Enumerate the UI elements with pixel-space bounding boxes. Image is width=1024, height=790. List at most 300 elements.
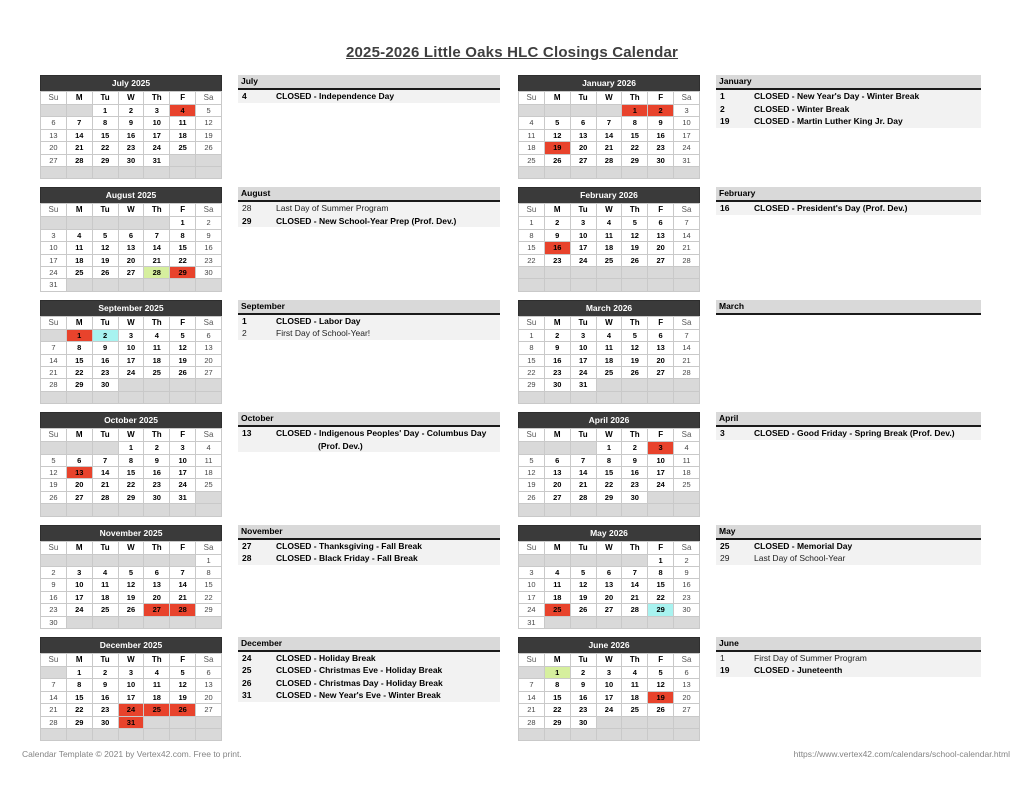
day-cell: 23	[118, 142, 144, 154]
empty-cell	[648, 616, 674, 628]
calendar-week-row	[41, 666, 222, 678]
day-cell: 22	[519, 367, 545, 379]
month-calendar	[40, 525, 222, 629]
day-cell: 1	[519, 329, 545, 341]
empty-cell	[570, 279, 596, 291]
day-cell: 17	[118, 354, 144, 366]
day-cell: 26	[92, 267, 118, 279]
day-cell: 16	[41, 591, 67, 603]
event-day: 24	[242, 652, 252, 663]
day-cell: 23	[544, 254, 570, 266]
empty-cell	[170, 167, 196, 179]
day-cell: 17	[596, 691, 622, 703]
weekday-label: F	[170, 653, 196, 666]
day-cell: 30	[648, 154, 674, 166]
day-cell: 14	[41, 691, 67, 703]
weekday-label: Th	[144, 316, 170, 329]
day-cell: 17	[118, 691, 144, 703]
event-text: CLOSED - Good Friday - Spring Break (Prof. Dev.)	[754, 428, 955, 439]
empty-cell	[648, 267, 674, 279]
day-cell: 3	[118, 666, 144, 678]
day-cell: 30	[92, 379, 118, 391]
empty-cell	[648, 379, 674, 391]
month-grid	[518, 428, 700, 516]
event-day: 1	[720, 91, 725, 101]
weekday-label: Tu	[92, 204, 118, 217]
weekday-label: Tu	[92, 316, 118, 329]
day-cell: 5	[118, 566, 144, 578]
day-cell: 27	[596, 604, 622, 616]
day-cell: 19	[92, 254, 118, 266]
weekday-label: W	[596, 653, 622, 666]
day-cell: 14	[144, 242, 170, 254]
day-cell: 25	[674, 479, 700, 491]
weekday-label: Th	[622, 204, 648, 217]
calendar-week-row	[41, 554, 222, 566]
empty-cell	[196, 154, 222, 166]
empty-cell	[66, 167, 92, 179]
empty-cell	[196, 728, 222, 740]
empty-cell	[596, 279, 622, 291]
weekday-label: W	[118, 541, 144, 554]
day-cell: 10	[648, 454, 674, 466]
empty-cell	[144, 167, 170, 179]
day-cell: 25	[596, 254, 622, 266]
calendar-week-row	[519, 217, 700, 229]
empty-cell	[41, 554, 67, 566]
calendar-week-row	[41, 354, 222, 366]
month-events	[716, 75, 981, 179]
day-cell: 18	[92, 591, 118, 603]
day-cell: 26	[622, 367, 648, 379]
empty-cell	[170, 379, 196, 391]
calendar-column-2025	[40, 75, 222, 749]
calendar-week-row	[41, 391, 222, 403]
empty-cell	[596, 716, 622, 728]
day-cell: 12	[570, 579, 596, 591]
month-title: September 2025	[40, 300, 222, 316]
day-cell: 7	[66, 117, 92, 129]
day-cell: 20	[648, 242, 674, 254]
day-cell: 22	[622, 142, 648, 154]
day-cell: 21	[674, 354, 700, 366]
day-cell: 18	[196, 466, 222, 478]
day-cell: 5	[544, 117, 570, 129]
day-cell: 17	[144, 129, 170, 141]
day-cell: 11	[674, 454, 700, 466]
empty-cell	[570, 267, 596, 279]
weekday-header-row	[41, 92, 222, 105]
day-cell: 9	[570, 679, 596, 691]
day-cell: 18	[519, 142, 545, 154]
day-cell: 4	[596, 217, 622, 229]
footer-url-link[interactable]: https://www.vertex42.com/calendars/school-calendar.html	[793, 749, 1010, 759]
calendar-week-row	[41, 117, 222, 129]
day-cell: 27	[66, 491, 92, 503]
day-cell: 4	[596, 329, 622, 341]
day-cell: 12	[622, 229, 648, 241]
event-day: 27	[242, 540, 252, 551]
day-cell: 29	[622, 154, 648, 166]
month-title: August 2025	[40, 187, 222, 203]
month-events	[238, 300, 500, 404]
day-cell: 18	[596, 242, 622, 254]
month-grid	[518, 541, 700, 629]
day-cell: 6	[544, 454, 570, 466]
event-text: CLOSED - Indigenous Peoples' Day - Columbus Day (Prof. Dev.)	[276, 427, 500, 452]
day-cell: 23	[622, 479, 648, 491]
empty-cell	[674, 504, 700, 516]
day-cell: 12	[92, 242, 118, 254]
weekday-label: Su	[41, 92, 67, 105]
month-title: December 2025	[40, 637, 222, 653]
day-cell: 30	[570, 716, 596, 728]
empty-cell	[66, 442, 92, 454]
day-cell: 18	[144, 691, 170, 703]
event-row	[716, 90, 981, 103]
day-cell: 8	[118, 454, 144, 466]
calendar-week-row	[519, 254, 700, 266]
empty-cell	[92, 728, 118, 740]
month-title: June 2026	[518, 637, 700, 653]
empty-cell	[66, 217, 92, 229]
day-cell: 18	[674, 466, 700, 478]
day-cell: 13	[544, 466, 570, 478]
calendar-week-row	[41, 367, 222, 379]
day-cell: 3	[170, 442, 196, 454]
day-cell: 19	[519, 479, 545, 491]
day-cell: 3	[41, 229, 67, 241]
empty-cell	[674, 728, 700, 740]
events-month-label: April	[716, 412, 981, 427]
calendar-week-row	[41, 679, 222, 691]
day-cell: 4	[170, 105, 196, 117]
empty-cell	[570, 616, 596, 628]
day-cell: 31	[118, 716, 144, 728]
day-cell: 5	[648, 666, 674, 678]
empty-cell	[570, 391, 596, 403]
empty-cell	[648, 391, 674, 403]
empty-cell	[648, 279, 674, 291]
calendar-week-row	[519, 367, 700, 379]
weekday-label: Th	[622, 316, 648, 329]
empty-cell	[118, 616, 144, 628]
day-cell: 14	[674, 229, 700, 241]
event-text: CLOSED - Black Friday - Fall Break	[276, 553, 418, 564]
event-day: 19	[720, 665, 730, 676]
empty-cell	[648, 491, 674, 503]
weekday-label: F	[648, 653, 674, 666]
event-day: 26	[242, 677, 252, 688]
day-cell: 29	[118, 491, 144, 503]
empty-cell	[144, 716, 170, 728]
event-day: 1	[720, 652, 725, 663]
month-grid	[40, 203, 222, 291]
day-cell: 13	[196, 342, 222, 354]
calendar-week-row	[519, 354, 700, 366]
empty-cell	[596, 267, 622, 279]
day-cell: 2	[570, 666, 596, 678]
day-cell: 8	[648, 566, 674, 578]
day-cell: 28	[170, 604, 196, 616]
event-text: CLOSED - New School-Year Prep (Prof. Dev.)	[276, 215, 457, 226]
day-cell: 5	[519, 454, 545, 466]
day-cell: 2	[118, 105, 144, 117]
calendar-week-row	[41, 604, 222, 616]
events-column-2025	[238, 75, 500, 749]
weekday-label: Tu	[92, 541, 118, 554]
weekday-header-row	[519, 653, 700, 666]
day-cell: 8	[92, 117, 118, 129]
day-cell: 15	[519, 242, 545, 254]
day-cell: 8	[66, 342, 92, 354]
day-cell: 9	[144, 454, 170, 466]
calendar-week-row	[41, 442, 222, 454]
day-cell: 26	[570, 604, 596, 616]
empty-cell	[519, 442, 545, 454]
empty-cell	[144, 217, 170, 229]
day-cell: 14	[622, 579, 648, 591]
calendar-week-row	[41, 279, 222, 291]
day-cell: 15	[118, 466, 144, 478]
day-cell: 25	[596, 367, 622, 379]
calendar-week-row	[41, 254, 222, 266]
day-cell: 1	[622, 105, 648, 117]
day-cell: 26	[170, 704, 196, 716]
month-title: February 2026	[518, 187, 700, 203]
calendar-week-row	[519, 442, 700, 454]
day-cell: 6	[118, 229, 144, 241]
day-cell: 15	[544, 691, 570, 703]
day-cell: 16	[92, 691, 118, 703]
event-text: CLOSED - New Year's Eve - Winter Break	[276, 690, 441, 701]
weekday-label: Su	[41, 541, 67, 554]
day-cell: 19	[170, 354, 196, 366]
calendar-week-row	[519, 491, 700, 503]
weekday-label: Tu	[570, 92, 596, 105]
empty-cell	[622, 279, 648, 291]
empty-cell	[92, 217, 118, 229]
event-row	[238, 540, 500, 553]
day-cell: 4	[92, 566, 118, 578]
day-cell: 3	[596, 666, 622, 678]
empty-cell	[144, 279, 170, 291]
weekday-label: Su	[519, 541, 545, 554]
day-cell: 30	[118, 154, 144, 166]
day-cell: 16	[544, 354, 570, 366]
empty-cell	[544, 279, 570, 291]
month-events	[716, 637, 981, 741]
day-cell: 27	[648, 254, 674, 266]
calendar-week-row	[41, 167, 222, 179]
day-cell: 23	[41, 604, 67, 616]
weekday-label: Su	[519, 316, 545, 329]
empty-cell	[196, 167, 222, 179]
day-cell: 9	[92, 679, 118, 691]
day-cell: 18	[622, 691, 648, 703]
empty-cell	[648, 167, 674, 179]
weekday-label: M	[544, 653, 570, 666]
empty-cell	[596, 504, 622, 516]
day-cell: 2	[41, 566, 67, 578]
day-cell: 16	[648, 129, 674, 141]
day-cell: 26	[196, 142, 222, 154]
empty-cell	[144, 554, 170, 566]
day-cell: 21	[622, 591, 648, 603]
day-cell: 28	[622, 604, 648, 616]
day-cell: 10	[674, 117, 700, 129]
empty-cell	[41, 391, 67, 403]
empty-cell	[622, 379, 648, 391]
day-cell: 6	[570, 117, 596, 129]
month-events	[716, 187, 981, 291]
day-cell: 28	[519, 716, 545, 728]
day-cell: 3	[648, 442, 674, 454]
weekday-label: Th	[144, 204, 170, 217]
month-events	[238, 412, 500, 516]
event-day: 16	[720, 203, 730, 214]
weekday-label: Sa	[674, 429, 700, 442]
empty-cell	[648, 728, 674, 740]
event-text: CLOSED - Independence Day	[276, 91, 395, 101]
empty-cell	[544, 442, 570, 454]
weekday-label: Su	[519, 429, 545, 442]
day-cell: 24	[674, 142, 700, 154]
empty-cell	[622, 728, 648, 740]
calendar-week-row	[519, 604, 700, 616]
day-cell: 4	[144, 666, 170, 678]
events-month-label: May	[716, 525, 981, 540]
day-cell: 19	[41, 479, 67, 491]
event-text: CLOSED - Juneteenth	[754, 665, 843, 676]
empty-cell	[92, 279, 118, 291]
weekday-label: W	[118, 92, 144, 105]
weekday-label: F	[648, 316, 674, 329]
day-cell: 12	[118, 579, 144, 591]
day-cell: 15	[66, 691, 92, 703]
empty-cell	[66, 728, 92, 740]
calendar-week-row	[519, 342, 700, 354]
day-cell: 19	[118, 591, 144, 603]
empty-cell	[674, 279, 700, 291]
event-text: CLOSED - Winter Break	[754, 103, 850, 114]
weekday-label: M	[66, 653, 92, 666]
day-cell: 10	[118, 679, 144, 691]
empty-cell	[170, 728, 196, 740]
day-cell: 17	[170, 466, 196, 478]
weekday-label: Su	[41, 429, 67, 442]
calendar-week-row	[41, 267, 222, 279]
month-grid	[40, 91, 222, 179]
day-cell: 18	[596, 354, 622, 366]
weekday-label: Sa	[196, 92, 222, 105]
calendar-week-row	[519, 616, 700, 628]
weekday-label: F	[648, 429, 674, 442]
month-grid	[40, 316, 222, 404]
day-cell: 21	[596, 142, 622, 154]
day-cell: 28	[570, 491, 596, 503]
empty-cell	[118, 379, 144, 391]
event-row	[238, 664, 500, 677]
events-month-label: October	[238, 412, 500, 427]
day-cell: 28	[92, 491, 118, 503]
day-cell: 3	[519, 566, 545, 578]
calendar-week-row	[519, 267, 700, 279]
day-cell: 29	[648, 604, 674, 616]
empty-cell	[92, 504, 118, 516]
empty-cell	[144, 391, 170, 403]
empty-cell	[519, 267, 545, 279]
day-cell: 29	[92, 154, 118, 166]
day-cell: 2	[648, 105, 674, 117]
day-cell: 26	[519, 491, 545, 503]
event-text: Last Day of School-Year	[754, 553, 846, 564]
day-cell: 9	[41, 579, 67, 591]
day-cell: 29	[519, 379, 545, 391]
weekday-header-row	[519, 541, 700, 554]
weekday-label: F	[170, 541, 196, 554]
empty-cell	[570, 442, 596, 454]
day-cell: 12	[41, 466, 67, 478]
month-grid	[518, 91, 700, 179]
weekday-label: W	[118, 316, 144, 329]
day-cell: 1	[66, 666, 92, 678]
day-cell: 23	[544, 367, 570, 379]
day-cell: 21	[170, 591, 196, 603]
empty-cell	[570, 728, 596, 740]
day-cell: 16	[622, 466, 648, 478]
weekday-label: Sa	[196, 204, 222, 217]
day-cell: 16	[196, 242, 222, 254]
day-cell: 8	[170, 229, 196, 241]
day-cell: 7	[570, 454, 596, 466]
event-text: CLOSED - Holiday Break	[276, 652, 376, 663]
day-cell: 13	[596, 579, 622, 591]
day-cell: 11	[596, 342, 622, 354]
empty-cell	[622, 267, 648, 279]
month-calendar	[40, 75, 222, 179]
month-grid	[518, 653, 700, 741]
empty-cell	[519, 666, 545, 678]
empty-cell	[118, 391, 144, 403]
day-cell: 7	[519, 679, 545, 691]
month-calendar	[518, 637, 700, 741]
month-calendar	[40, 637, 222, 741]
day-cell: 14	[41, 354, 67, 366]
month-title: May 2026	[518, 525, 700, 541]
month-calendar	[40, 187, 222, 291]
weekday-label: F	[170, 429, 196, 442]
day-cell: 10	[118, 342, 144, 354]
day-cell: 19	[570, 591, 596, 603]
empty-cell	[596, 616, 622, 628]
day-cell: 15	[66, 354, 92, 366]
day-cell: 18	[144, 354, 170, 366]
day-cell: 29	[170, 267, 196, 279]
day-cell: 6	[41, 117, 67, 129]
empty-cell	[144, 379, 170, 391]
empty-cell	[519, 279, 545, 291]
calendar-week-row	[41, 342, 222, 354]
weekday-label: Th	[622, 92, 648, 105]
day-cell: 19	[196, 129, 222, 141]
empty-cell	[648, 504, 674, 516]
events-month-label: November	[238, 525, 500, 540]
weekday-label: M	[544, 204, 570, 217]
day-cell: 20	[41, 142, 67, 154]
day-cell: 20	[118, 254, 144, 266]
day-cell: 16	[674, 579, 700, 591]
